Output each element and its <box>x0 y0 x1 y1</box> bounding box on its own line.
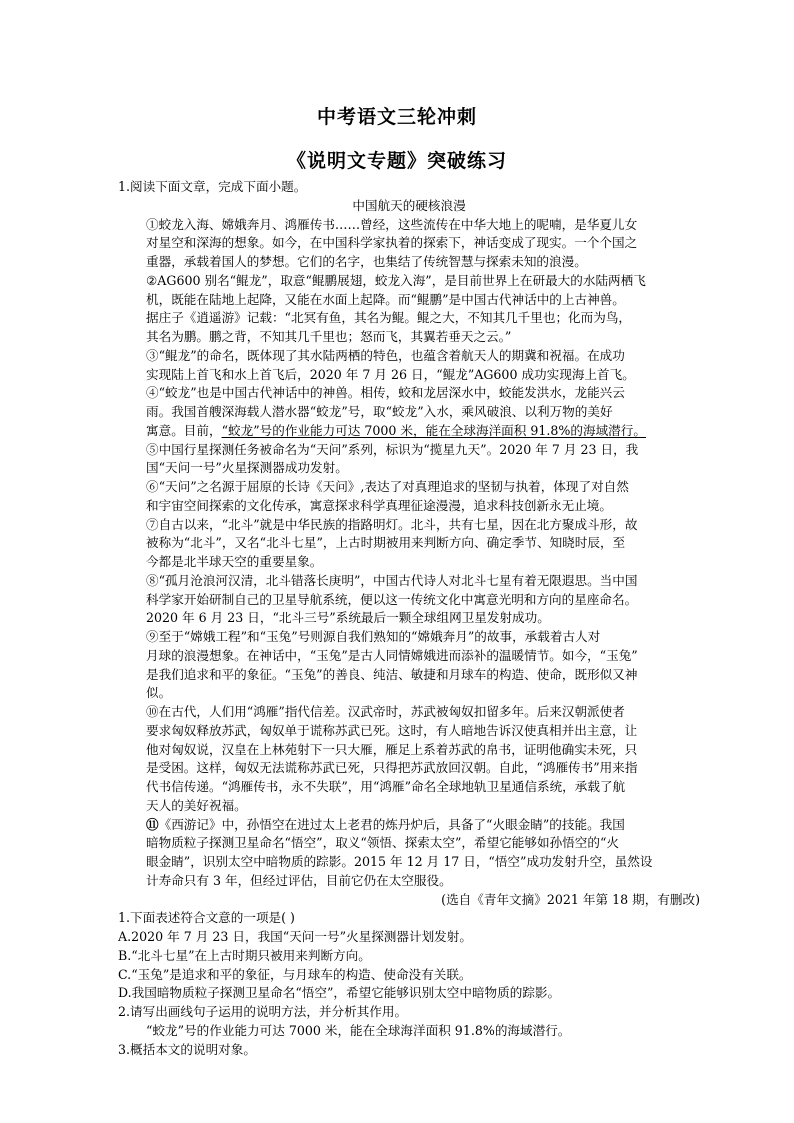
text-line: ①蛟龙入海、嫦娥奔月、鸿雁传书……曾经，这些流传在中华大地上的呢喃，是华夏儿女 <box>146 216 638 232</box>
document-subtitle: 《说明文专题》突破练习 <box>286 150 507 172</box>
paragraph-3 <box>118 347 700 385</box>
text-line: ⑨至于“嫦娥工程”和“玉兔”号则源自我们熟知的“嫦娥奔月”的故事，承载着古人对 <box>146 629 601 644</box>
text-line: ②AG600 别名“鲲龙”，取意“鲲鹏展翅，蛟龙入海”，是目前世界上在研最大的水陆两栖飞 <box>146 272 646 288</box>
text-line: 机，既能在陆地上起降，又能在水面上起降。而“鲲鹏”是中国古代神话中的上古神兽。 <box>146 291 625 307</box>
article-title: 中国航天的硬核浪漫 <box>352 197 466 213</box>
option-c: C.“玉兔”是追求和平的象征，与月球车的构造、使命没有关联。 <box>118 966 472 982</box>
text-line: 科学家开始研制自己的卫星导航系统，便以这一传统文化中寓意光明和方向的星座命名。 <box>146 591 638 607</box>
paragraph-2 <box>118 272 700 347</box>
text-line: 月球的浪漫想象。在神话中，“玉兔”是古人同情嫦娥进而添补的温暖情节。如今，“玉兔” <box>146 647 638 663</box>
option-a: A.2020 年 7 月 23 日，我国“天问一号”火星探测器计划发射。 <box>118 929 472 944</box>
text-line: ③“鲲龙”的命名，既体现了其水陆两栖的特色，也蕴含着航天人的期冀和祝福。在成功 <box>146 347 625 363</box>
text-line: 是受困。这样，匈奴无法谎称苏武已死，只得把苏武放回汉朝。自此，“鸿雁传书”用来指 <box>146 760 638 776</box>
text-line: ④“蛟龙”也是中国古代神话中的神兽。相传，蛟和龙居深水中，蛟能发洪水，龙能兴云 <box>146 385 625 401</box>
paragraph-6 <box>118 478 700 516</box>
document-body <box>118 178 700 1059</box>
text-line: 重器，承载着国人的梦想。它们的名字，也集结了传统智慧与探索未知的浪漫。 <box>146 254 587 269</box>
text-span: 寓意。目前， <box>146 422 222 438</box>
text-line: ⑩在古代，人们用“鸿雁”指代信差。汉武帝时，苏武被匈奴扣留多年。后来汉朝派使者 <box>146 704 625 719</box>
paragraph-9 <box>118 628 700 703</box>
source-citation: (选自《青年文摘》2021 年第 18 期，有删改) <box>441 891 700 907</box>
paragraph-7 <box>118 516 700 572</box>
paragraph-number: ⑪ <box>146 816 159 832</box>
text-line: 和宇宙空间探索的文化传承，寓意探求科学真理征途漫漫，追求科技创新永无止境。 <box>146 497 612 513</box>
option-d: D.我国暗物质粒子探测卫星命名“悟空”，希望它能够识别太空中暗物质的踪影。 <box>118 985 561 1001</box>
text-line: 对星空和深海的想象。如今，在中国科学家执着的探索下，神话变成了现实。一个个国之 <box>146 235 638 251</box>
text-line: 是我们追求和平的象征。“玉兔”的善良、纯洁、敏捷和月球车的构造、使命，既形似又神 <box>146 666 638 682</box>
text-span: 《西游记》中，孙悟空在进过太上老君的炼丹炉后，具备了“火眼金睛”的技能。我国 <box>158 816 625 832</box>
text-line: 眼金睛”，识别太空中暗物质的踪影。2015 年 12 月 17 日，“悟空”成功发射升空，虽然设 <box>146 854 653 869</box>
document-title: 中考语文三轮冲刺 <box>316 106 477 128</box>
text-line: 雨。我国首艘深海载人潜水器“蛟龙”号，取“蛟龙”入水，乘风破浪、以利万物的美好 <box>146 404 613 419</box>
question-intro: 1.阅读下面文章，完成下面小题。 <box>118 179 307 194</box>
question-3: 3.概括本文的说明对象。 <box>118 1041 256 1057</box>
text-line: 要求匈奴释放苏武，匈奴单于谎称苏武已死。这时，有人暗地告诉汉使真相并出主意，让 <box>146 722 638 738</box>
underlined-sentence: “蛟龙”号的作业能力可达 7000 米，能在全球海洋面积 91.8%的海域潜行。 <box>221 422 646 438</box>
text-line: 天人的美好祝福。 <box>146 797 247 813</box>
text-line: 其名为鹏。鹏之背，不知其几千里也；怒而飞，其翼若垂天之云。” <box>146 329 512 344</box>
text-line: 暗物质粒子探测卫星命名“悟空”，取义“领悟、探索太空”，希望它能够如孙悟空的“火 <box>146 835 619 851</box>
paragraph-1 <box>118 216 700 272</box>
paragraph-5 <box>118 441 700 479</box>
text-line: 他对匈奴说，汉皇在上林苑射下一只大雁，雁足上系着苏武的帛书，证明他确实未死，只 <box>146 741 638 757</box>
text-line: 今都是北半球天空的重要星象。 <box>146 554 323 569</box>
text-line: 被称为“北斗”，又名“北斗七星”，上古时期被用来判断方向、确定季节、知晓时辰，至 <box>146 535 626 551</box>
text-line: 据庄子《逍遥游》记载：“北冥有鱼，其名为鲲。鲲之大，不知其几千里也；化而为鸟， <box>146 310 632 326</box>
text-line: 似。 <box>146 685 172 701</box>
text-line: 2020 年 6 月 23 日，“北斗三号”系统最后一颗全球组网卫星发射成功。 <box>146 610 550 626</box>
text-line: 计寿命只有 3 年，但经过评估，目前它仍在太空服役。 <box>146 872 452 888</box>
text-line: 代书信传递。“鸿雁传书，永不失联”，用“鸿雁”命名全球地轨卫星通信系统，承载了航 <box>146 779 626 794</box>
text-line: ⑦自古以来，“北斗”就是中华民族的指路明灯。北斗，共有七星，因在北方聚成斗形，故 <box>146 516 638 532</box>
text-line: 实现陆上首飞和水上首飞后，2020 年 7 月 26 日，“鲲龙”AG600 成功实现海上首飞。 <box>146 366 635 382</box>
paragraph-4 <box>118 384 700 440</box>
question-2-quote: “蛟龙”号的作业能力可达 7000 米，能在全球海洋面积 91.8%的海域潜行。 <box>146 1022 571 1038</box>
question-2: 2.请写出画线句子运用的说明方法，并分析其作用。 <box>118 1004 408 1019</box>
text-line: ⑥“天问”之名源于屈原的长诗《天问》,表达了对真理追求的坚韧与执着，体现了对自然 <box>146 479 629 494</box>
text-line <box>118 422 700 441</box>
paragraph-8 <box>118 572 700 628</box>
text-line: 国“天问一号”火星探测器成功发射。 <box>146 460 348 476</box>
subquestions <box>118 909 700 1059</box>
option-b: B.“北斗七星”在上古时期只被用来判断方向。 <box>118 947 371 963</box>
text-line: ⑤中国行星探测任务被命名为“天问”系列，标识为“揽星九天”。2020 年 7 月 23 日，我 <box>146 441 639 457</box>
question-1: 1.下面表述符合文意的一项是( ) <box>118 910 295 926</box>
paragraph-10 <box>118 703 700 816</box>
text-line <box>118 816 700 835</box>
paragraph-11 <box>118 816 700 891</box>
text-line: ⑧“孤月沧浪河汉清，北斗错落长庚明”，中国古代诗人对北斗七星有着无限遐思。当中国 <box>146 572 638 588</box>
